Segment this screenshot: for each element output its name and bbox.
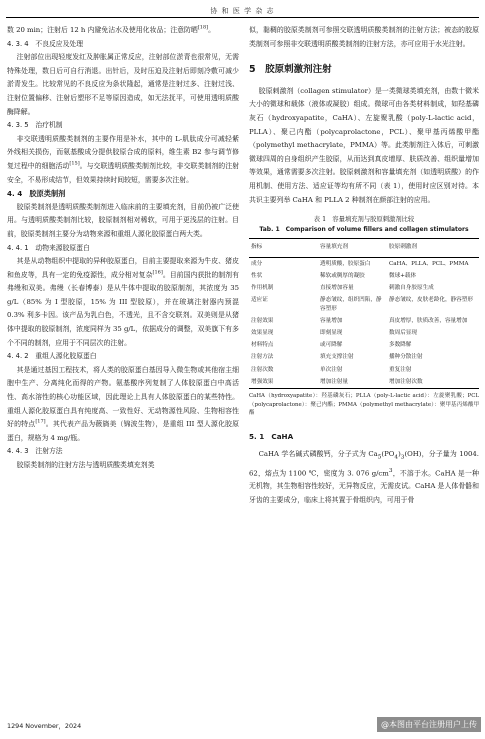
text: 其是从动物组织中提取的异种胶原蛋白，目前主要提取来源为牛皮、猪皮和鱼皮等，具有一定的免疫源性，成分相对复杂 xyxy=(7,257,239,279)
citation: [18] xyxy=(197,24,209,31)
table-row xyxy=(249,376,479,389)
table-cell: 增加注射次数 xyxy=(387,376,479,389)
table-row xyxy=(249,339,479,351)
table-row xyxy=(249,364,479,376)
table-cell: 作用机制 xyxy=(251,284,274,291)
paragraph-continued xyxy=(7,24,239,38)
section-4-4-2-body xyxy=(7,364,239,446)
section-4-4-heading: 4. 4 胶原类制剂 xyxy=(7,189,66,199)
upload-watermark: @本图由平台注册用户上传 xyxy=(377,717,481,732)
table-header-row xyxy=(249,239,479,258)
text: 非交联透明质酸类制剂的主要作用是补水，其中的 L-肌肽成分可减轻紫外线相关损伤，而氨基酸成分提供胶原合成的原料，维生素 B2 参与调节修复过程中的细胞活动 xyxy=(7,134,239,170)
text: CaHA 学名碱式磷酸钙，分子式为 Ca xyxy=(258,449,378,458)
table-row xyxy=(249,294,479,315)
paragraph-continued: 似，黏稠的胶原类制剂可参照交联透明质酸类制剂的注射方法；被态的胶原类制剂可参照非交联透明质酸类制剂的注射方法，亦可应用于水光注射。 xyxy=(249,26,479,48)
table-row xyxy=(249,352,479,364)
subscript: 4 xyxy=(394,453,399,460)
citation: [15] xyxy=(69,160,80,167)
table-cell: 材料特点 xyxy=(251,342,274,349)
page-footer: 1294 November，2024 xyxy=(7,722,82,730)
section-5-1-heading: 5. 1 CaHA xyxy=(249,431,294,441)
table-cell: 增强效果 xyxy=(249,376,318,389)
table-cell: 透明质酸，胶原蛋白 xyxy=(320,260,371,267)
table-body xyxy=(249,257,479,388)
table-cell: CaHA、PLLA、PCL、PMMA xyxy=(389,260,469,267)
table-cell: 填充支撑注射 xyxy=(320,354,354,361)
section-4-4-body: 胶原类制剂是透明质酸类制剂进入临床前的主要填充剂，目前仍被广泛使用。与透明质酸类制剂比较，胶原制剂相对稀软，可用于更浅层的注射。目前，胶原类制剂主要分为动物来源和重组人源化胶原蛋白两大类。 xyxy=(7,202,239,238)
table-cell: 单次注射 xyxy=(320,366,343,373)
text: (OH)，分子量为 1004. 62，熔点为 1100 ℃，密度为 3. 076 g/cm xyxy=(249,449,479,477)
table-cell: 直接增加容量 xyxy=(320,284,354,291)
table-caption-en: Tab. 1 Comparison of volume fillers and collagen stimulators xyxy=(259,226,469,234)
table-header-cell: 指标 xyxy=(249,239,318,258)
table-cell: 重复注射 xyxy=(389,366,412,373)
table-cell: 效果显现 xyxy=(251,330,274,337)
table-cell: 适应证 xyxy=(251,297,268,304)
section-5-heading: 5 胶原刺激剂注射 xyxy=(249,64,332,76)
section-4-4-1-body xyxy=(7,255,239,350)
table-cell: 即刻显现 xyxy=(320,330,343,337)
table-cell: 稀软或稠厚的凝胶 xyxy=(320,272,365,279)
table-cell: 静态皱纹，组织凹陷，静容塑形 xyxy=(320,297,382,312)
table-cell: 静态皱纹，皮肤老龄化，静容塑形 xyxy=(389,297,473,304)
text: 。与交联透明质酸类制剂比较，非交联类制剂的注射安全，不易形成结节，但效果持续时间较短，需要多次注射。 xyxy=(7,161,240,184)
section-4-4-1-heading: 4. 4. 1 动物来源胶原蛋白 xyxy=(7,243,90,252)
text: 其是通过基因工程技术，将人类的胶原蛋白基因导入微生物或其他宿主细胞中生产、分离纯化而得的产物。氨基酸序列复制了人体胶原蛋白中高活性、高水溶性的核心功能区域，因此理论上具有人体胶原蛋白的某些特性。重组人源化胶原蛋白具有纯度高、一致性好、无动物源性风险、生物相容性好的特点 xyxy=(7,365,239,429)
table-cell: 播种分散注射 xyxy=(389,354,423,361)
section-4-3-4-heading: 4. 3. 4 不良反应及处理 xyxy=(7,39,83,48)
table-cell: 容量增加 xyxy=(320,317,343,324)
section-4-3-5-body xyxy=(7,133,239,187)
section-4-4-2-heading: 4. 4. 2 重组人源化胶原蛋白 xyxy=(7,352,97,361)
table-cell: 数周后显现 xyxy=(389,330,417,337)
table-cell: 注射方法 xyxy=(251,354,274,361)
header-rule xyxy=(6,17,479,18)
section-5-body: 胶原刺激剂（collagen stimulator）是一类微球类填充剂，由数十微米大小的微球和载体（液体或凝胶）组成。微球可由各类材料制成，如羟基磷灰石（hydroxyapatite，CaHA）、左旋聚乳酸（poly-L-lactic acid，PLLA）、聚己内酯（polycaprolactone，PCL）、聚甲基丙烯酸甲酯（polymethyl methacrylate，PMMA）等。此类制剂注入体后，可刺激微球四周的自身组织产生胶原，从而达到真皮增厚、肤质改善、组织量增加等效果，通常需要多次注射。胶原刺激剂和容量填充剂（如透明质酸）的作用机制、使用方法、适应证等均有所不同（表 1），使用时应区别对待。本共识主要列举 CaHA 和 PLLA 2 种制剂在颜部注射的应用。 xyxy=(249,86,479,204)
table-cell: 性状 xyxy=(251,272,263,279)
table-cell: 或可降解 xyxy=(320,342,343,349)
left-column xyxy=(7,24,239,473)
superscript: 3 xyxy=(388,467,393,474)
text: ，不溶于水。CaHA 是一种无机物，其生物相容性较好，无异物反应，无需皮试。CaHA 是人体骨骼和牙齿的主要成分，临床上将其置于骨组织内，可用于骨 xyxy=(249,468,479,505)
table-cell: 增加注射量 xyxy=(318,376,387,389)
text: 。其代表产品为薇旖美（锦波生物），是重组 III 型人源化胶原蛋白，规格为 4 mg/瓶。 xyxy=(7,420,239,442)
journal-header: 协 和 医 学 杂 志 xyxy=(210,7,275,15)
table-cell: 注射效果 xyxy=(251,317,274,324)
table-header-cell: 胶原刺激剂 xyxy=(387,239,479,258)
table-cell: 成分 xyxy=(251,260,263,267)
text: 。 xyxy=(208,26,215,34)
table-row xyxy=(249,270,479,282)
table-row xyxy=(249,327,479,339)
table-note: CaHA（hydroxyapatite）：羟基磷灰石；PLLA（poly-L-lactic acid）：左旋聚乳酸；PCL（polycaprolactone）：聚己内酯；PMMA（polymethyl methacrylate）：聚甲基丙烯酸甲酯 xyxy=(249,393,479,417)
section-4-4-3-heading: 4. 4. 3 注射方法 xyxy=(7,447,63,456)
subscript: 5 xyxy=(377,453,382,460)
section-4-4-3-body: 胶原类制剂的注射方法与透明质酸类填充剂类 xyxy=(16,461,155,469)
table-row xyxy=(249,315,479,327)
citation: [16] xyxy=(152,269,163,276)
text: 数 20 min；注射后 12 h 内避免沾水及使用化妆品；注意防晒 xyxy=(7,26,198,34)
section-5-1-body xyxy=(249,448,479,508)
text: 。目前国内获批的制剂有弗缦和双美。弗缦（长春博泰）是从牛体中提取的胶原制剂，其浓度为 35 g/L（85% 为 I 型胶原，15% 为 III 型胶原），并在玻璃注射器内预混 0.3% 利多卡因。该产品为乳白色，不透光，且不含交联剂。双美则是从猪体中提取的胶原制剂，浓度同样为 35 g/L，依据成分的调整，双美旗下有多个不同的制剂，应用于不同层次的注射。 xyxy=(7,270,240,347)
section-4-3-5-heading: 4. 3. 5 治疗机制 xyxy=(7,121,63,130)
table-cell: 注射次数 xyxy=(251,366,274,373)
subscript: 3 xyxy=(400,453,405,460)
text: ) xyxy=(398,449,401,458)
right-column xyxy=(249,24,479,508)
section-4-3-4-body: 注射部位出现轻度发红及肿胀属正常反应，注射部位淤青也很常见，无需特殊处理，数日后可自行消退。出针后，及时压迫及注射后即刻冷敷可减少淤青发生。比较常见的不良反应为条状隆起，通常是注射过多、注射过浅、注射位置偏移、注射后塑形不足等原因造成，如无法抚平，可使用透明质酸酶降解。 xyxy=(7,53,239,116)
table-header-cell: 容量填充剂 xyxy=(318,239,387,258)
table-cell: 多数降解 xyxy=(389,342,412,349)
table-row xyxy=(249,282,479,294)
table-row xyxy=(249,257,479,270)
table-cell: 真皮增厚，肤质改善，容量增加 xyxy=(389,317,468,324)
table-cell: 刺激自身胶原生成 xyxy=(389,284,434,291)
table-caption-cn: 表 1 容量填充剂与胶原刺激剂比较 xyxy=(313,216,415,224)
text: (PO xyxy=(381,449,395,458)
comparison-table xyxy=(249,238,479,389)
table-cell: 微球+载体 xyxy=(389,272,417,279)
citation: [17] xyxy=(35,418,46,425)
